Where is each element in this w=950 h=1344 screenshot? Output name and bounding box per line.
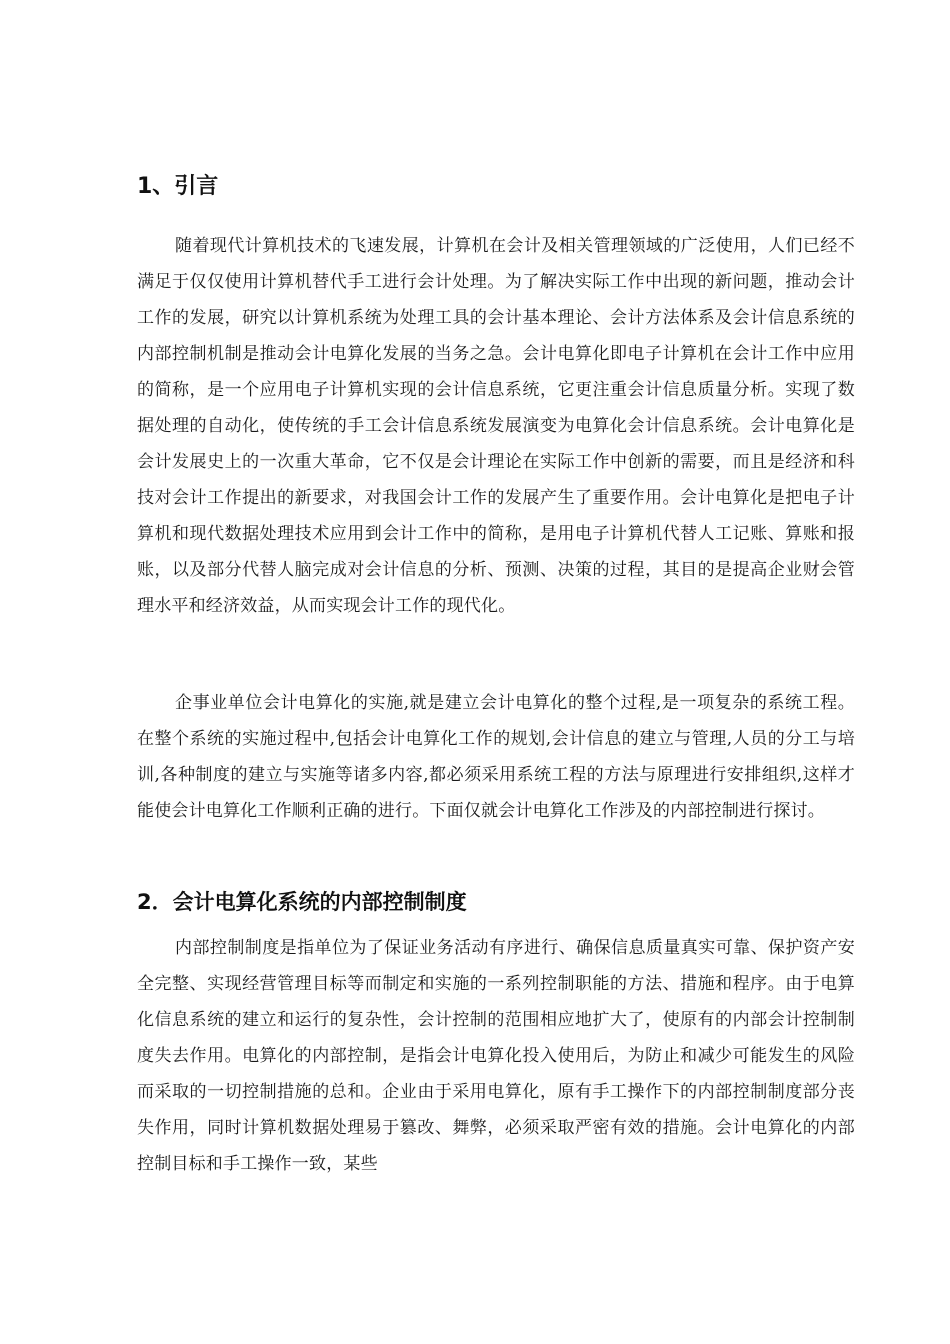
section-heading-introduction: 1、引言 — [137, 174, 219, 199]
section-heading-internal-control: 2．会计电算化系统的内部控制制度 — [137, 890, 467, 914]
paragraph-internal-control-1: 内部控制制度是指单位为了保证业务活动有序进行、确保信息质量真实可靠、保护资产安全完整、实现经营管理目标等而制定和实施的一系列控制职能的方法、措施和程序。由于电算化信息系统的建立和运行的复杂性，会计控制的范围相应地扩大了，使原有的内部会计控制制度失去作用。电算化的内部控制，是指会计电算化投入使用后，为防止和减少可能发生的风险而采取的一切控制措施的总和。企业由于采用电算化，原有手工操作下的内部控制制度部分丧失作用，同时计算机数据处理易于篡改、舞弊，必须采取严密有效的措施。会计电算化的内部控制目标和手工操作一致，某些 — [137, 938, 855, 1174]
paragraph-introduction-1: 随着现代计算机技术的飞速发展，计算机在会计及相关管理领域的广泛使用，人们已经不满足于仅仅使用计算机替代手工进行会计处理。为了解决实际工作中出现的新问题，推动会计工作的发展，研究以计算机系统为处理工具的会计基本理论、会计方法体系及会计信息系统的内部控制机制是推动会计电算化发展的当务之急。会计电算化即电子计算机在会计工作中应用的简称，是一个应用电子计算机实现的会计信息系统，它更注重会计信息质量分析。实现了数据处理的自动化，使传统的手工会计信息系统发展演变为电算化会计信息系统。会计电算化是会计发展史上的一次重大革命，它不仅是会计理论在实际工作中创新的需要，而且是经济和科技对会计工作提出的新要求，对我国会计工作的发展产生了重要作用。会计电算化是把电子计算机和现代数据处理技术应用到会计工作中的简称，是用电子计算机代替人工记账、算账和报账，以及部分代替人脑完成对会计信息的分析、预测、决策的过程，其目的是提高企业财会管理水平和经济效益，从而实现会计工作的现代化。 — [137, 236, 855, 616]
paragraph-introduction-2: 企事业单位会计电算化的实施,就是建立会计电算化的整个过程,是一项复杂的系统工程。在整个系统的实施过程中,包括会计电算化工作的规划,会计信息的建立与管理,人员的分工与培训,各种制度的建立与实施等诸多内容,都必须采用系统工程的方法与原理进行安排组织,这样才能使会计电算化工作顺利正确的进行。下面仅就会计电算化工作涉及的内部控制进行探讨。 — [137, 693, 855, 821]
